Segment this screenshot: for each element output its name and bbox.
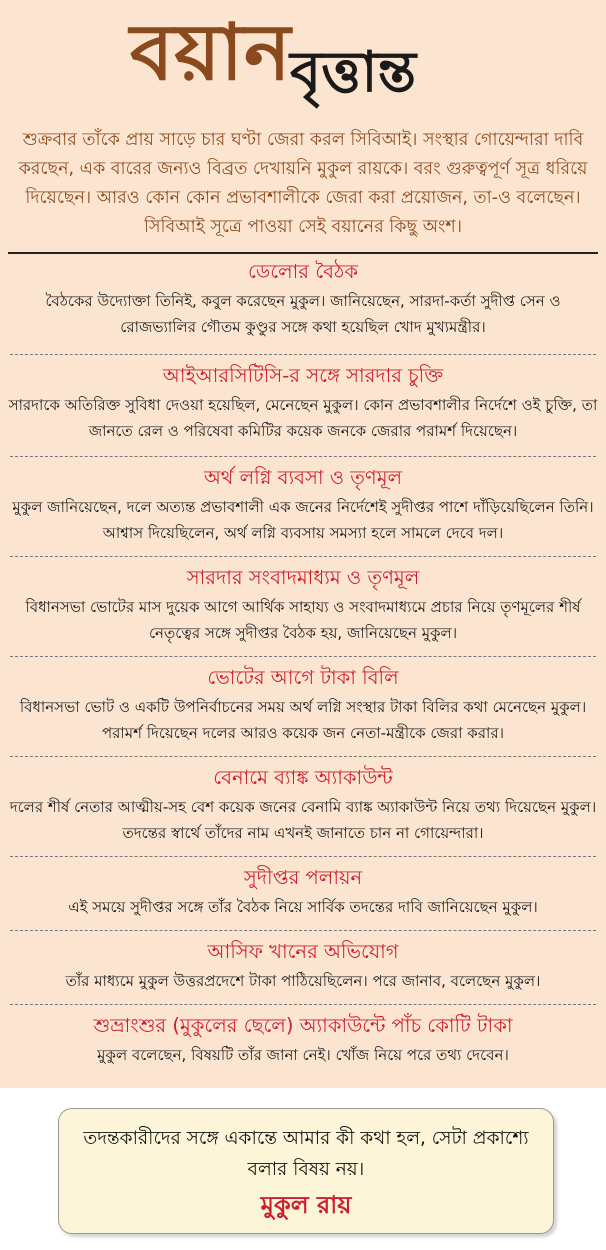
statement-item xyxy=(0,664,606,746)
item-body: মুকুল জানিয়েছেন, দলে অত্যন্ত প্রভাবশালী এক জনের নির্দেশেই সুদীপ্তর পাশে দাঁড়িয়েছিলেন তিনি। আশ্বাস দিয়েছিলেন, অর্থ লগ্নি ব্যবসায় সমস্যা হলে সামলে দেবে দল। xyxy=(12,498,594,542)
item-body: মুকুল বলেছেন, বিষয়টি তাঁর জানা নেই। খোঁজ নিয়ে পরে তথ্য দেবেন। xyxy=(97,1046,509,1064)
item-divider xyxy=(10,656,596,657)
item-heading: ভোটের আগে টাকা বিলি xyxy=(207,666,399,689)
item-heading: ডেলোর বৈঠক xyxy=(247,260,358,283)
intro-paragraph: শুক্রবার তাঁকে প্রায় সাড়ে চার ঘণ্টা জেরা করল সিবিআই। সংস্থার গোয়েন্দারা দাবি করছেন, এক বারের জন্যও বিব্রত দেখায়নি মুকুল রায়কে। বরং গুরুত্বপূর্ণ সূত্র ধরিয়ে দিয়েছেন। আরও কোন কোন প্রভাবশালীকে জেরা করা প্রয়োজন, তা-ও বলেছেন। সিবিআই সূত্রে পাওয়া সেই বয়ানের কিছু অংশ। xyxy=(18,130,588,237)
quote-author: মুকুল রায় xyxy=(260,1191,352,1219)
statement-item xyxy=(0,258,606,340)
quote-text: তদন্তকারীদের সঙ্গে একান্তে আমার কী কথা হল, সেটা প্রকাশ্যে বলার বিষয় নয়। xyxy=(83,1128,529,1180)
item-heading: সারদার সংবাদমাধ্যম ও তৃণমূল xyxy=(186,566,420,589)
item-heading: আইআরসিটিসি-র সঙ্গে সারদার চুক্তি xyxy=(162,364,444,387)
item-divider xyxy=(10,456,596,457)
header xyxy=(0,0,606,120)
statement-item xyxy=(0,362,606,444)
item-heading: বেনামে ব্যাঙ্ক অ্যাকাউন্ট xyxy=(213,766,393,789)
item-divider xyxy=(10,756,596,757)
statement-item xyxy=(0,1012,606,1068)
item-divider xyxy=(10,1004,596,1005)
item-body: বৈঠকের উদ্যোক্তা তিনিই, কবুল করেছেন মুকুল। জানিয়েছেন, সারদা-কর্তা সুদীপ্ত সেন ও রোজভ্যালির গৌতম কুণ্ডুর সঙ্গে কথা হয়েছিল খোদ মুখ্যমন্ত্রীর। xyxy=(45,292,561,336)
item-divider xyxy=(10,856,596,857)
statement-item xyxy=(0,864,606,920)
item-body: সারদাকে অতিরিক্ত সুবিধা দেওয়া হয়েছিল, মেনেছেন মুকুল। কোন প্রভাবশালীর নির্দেশে ওই চুক্তি, তা জানতে রেল ও পরিষেবা কমিটির কয়েক জনকে জেরার পরামর্শ দিয়েছেন। xyxy=(8,396,598,440)
item-divider xyxy=(10,354,596,355)
header-rule xyxy=(8,252,598,254)
item-body: তাঁর মাধ্যমে মুকুল উত্তরপ্রদেশে টাকা পাঠিয়েছিলেন। পরে জানাব, বলেছেন মুকুল। xyxy=(65,972,541,990)
title-main: বয়ান xyxy=(130,7,292,98)
quote-section xyxy=(0,1088,606,1250)
item-divider xyxy=(10,556,596,557)
item-body: বিধানসভা ভোটের মাস দুয়েক আগে আর্থিক সাহায্য ও সংবাদমাধ্যমে প্রচার নিয়ে তৃণমূলের শীর্ষ নেতৃত্বের সঙ্গে সুদীপ্তর বৈঠক হয়, জানিয়েছেন মুকুল। xyxy=(25,598,581,642)
item-heading: শুভ্রাংশুর (মুকুলের ছেলে) অ্যাকাউন্টে পাঁচ কোটি টাকা xyxy=(93,1014,513,1037)
item-heading: আসিফ খানের অভিযোগ xyxy=(207,940,399,963)
item-body: দলের শীর্ষ নেতার আত্মীয়-সহ বেশ কয়েক জনের বেনামি ব্যাঙ্ক অ্যাকাউন্ট নিয়ে তথ্য দিয়েছেন মুকুল। তদন্তের স্বার্থে তাঁদের নাম এখনই জানাতে চান না গোয়েন্দারা। xyxy=(9,798,597,842)
statement-item xyxy=(0,764,606,846)
quote-box xyxy=(58,1108,554,1234)
statement-item xyxy=(0,564,606,646)
title-sub: বৃত্তান্ত xyxy=(290,39,417,105)
item-heading: সুদীপ্তর পলায়ন xyxy=(243,866,363,889)
statement-item xyxy=(0,938,606,994)
item-heading: অর্থ লগ্নি ব্যবসা ও তৃণমূল xyxy=(203,466,403,489)
statement-item xyxy=(0,464,606,546)
item-divider xyxy=(10,930,596,931)
item-body: বিধানসভা ভোট ও একটি উপনির্বাচনের সময় অর্থ লগ্নি সংস্থার টাকা বিলির কথা মেনেছেন মুকুল। পরামর্শ দিয়েছেন দলের আরও কয়েক জন নেতা-মন্ত্রীকে জেরা করার। xyxy=(19,698,587,742)
item-body: এই সময়ে সুদীপ্তর সঙ্গে তাঁর বৈঠক নিয়ে সার্বিক তদন্তের দাবি জানিয়েছেন মুকুল। xyxy=(68,898,538,916)
